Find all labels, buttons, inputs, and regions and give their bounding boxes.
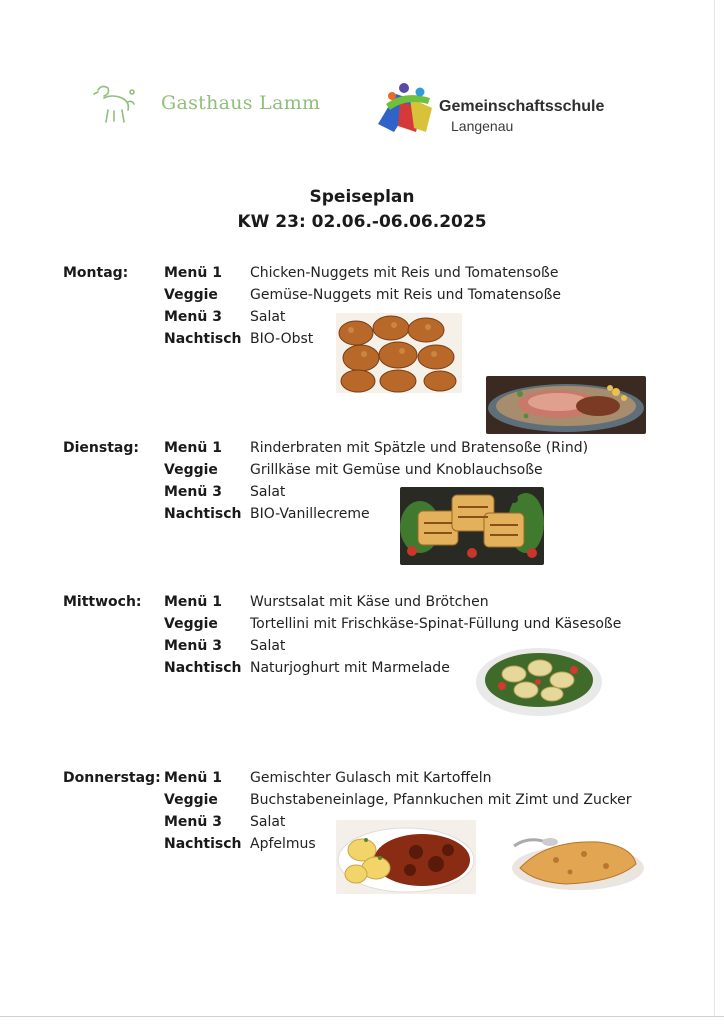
menu-dish: Rinderbraten mit Spätzle und Bratensoße (Rind) — [250, 440, 589, 456]
menu-row — [0, 616, 724, 638]
grilled-cheese-photo — [400, 487, 544, 565]
menu-label: Veggie — [164, 287, 218, 303]
menu-label: Nachtisch — [164, 331, 242, 347]
page-title: Speiseplan — [309, 187, 415, 207]
school-figures-icon — [376, 80, 438, 134]
day-label-thursday: Donnerstag: — [63, 770, 161, 786]
menu-label: Veggie — [164, 792, 218, 808]
day-label-monday: Montag: — [63, 265, 129, 281]
menu-dish: Buchstabeneinlage, Pfannkuchen mit Zimt und Zucker — [250, 792, 632, 808]
school-name: Gemeinschaftsschule — [439, 98, 605, 115]
menu-label: Menü 1 — [164, 594, 222, 610]
menu-dish: Naturjoghurt mit Marmelade — [250, 660, 450, 676]
day-label-tuesday: Dienstag: — [63, 440, 139, 456]
menu-label: Nachtisch — [164, 660, 242, 676]
menu-dish: Salat — [250, 638, 286, 654]
menu-dish: Gemischter Gulasch mit Kartoffeln — [250, 770, 492, 786]
school-logo — [376, 80, 636, 138]
menu-dish: BIO-Vanillecreme — [250, 506, 370, 522]
school-location: Langenau — [451, 118, 514, 134]
menu-dish: Salat — [250, 309, 286, 325]
menu-dish: Salat — [250, 814, 286, 830]
goulash-photo — [336, 820, 476, 894]
tortellini-photo — [474, 640, 604, 720]
pancake-photo — [506, 824, 646, 894]
menu-dish: BIO-Obst — [250, 331, 314, 347]
menu-row — [0, 506, 724, 528]
menu-label: Menü 3 — [164, 638, 222, 654]
menu-row — [0, 462, 724, 484]
menu-label: Menü 3 — [164, 814, 222, 830]
scan-edge-right — [714, 0, 715, 1016]
menu-label: Menü 1 — [164, 265, 222, 281]
day-label-wednesday: Mittwoch: — [63, 594, 142, 610]
menu-dish: Apfelmus — [250, 836, 316, 852]
menu-row — [0, 638, 724, 660]
restaurant-name: Gasthaus Lamm — [161, 92, 321, 114]
menu-row — [0, 792, 724, 814]
menu-row — [0, 660, 724, 682]
menu-label: Menü 1 — [164, 440, 222, 456]
menu-label: Menü 3 — [164, 484, 222, 500]
menu-label: Nachtisch — [164, 836, 242, 852]
menu-row — [0, 484, 724, 506]
menu-dish: Chicken-Nuggets mit Reis und Tomatensoße — [250, 265, 559, 281]
menu-row — [0, 770, 724, 792]
menu-label: Nachtisch — [164, 506, 242, 522]
menu-label: Veggie — [164, 462, 218, 478]
menu-label: Veggie — [164, 616, 218, 632]
roast-beef-photo — [486, 376, 646, 434]
lamb-icon — [88, 80, 140, 128]
week-subtitle: KW 23: 02.06.-06.06.2025 — [237, 212, 487, 232]
scan-edge-bottom — [0, 1016, 724, 1017]
gasthaus-lamm-logo — [88, 80, 328, 130]
nuggets-photo — [336, 313, 462, 393]
menu-label: Menü 3 — [164, 309, 222, 325]
menu-dish: Grillkäse mit Gemüse und Knoblauchsoße — [250, 462, 543, 478]
menu-row — [0, 594, 724, 616]
menu-dish: Tortellini mit Frischkäse-Spinat-Füllung und Käsesoße — [250, 616, 622, 632]
menu-dish: Gemüse-Nuggets mit Reis und Tomatensoße — [250, 287, 562, 303]
menu-row — [0, 440, 724, 462]
menu-label: Menü 1 — [164, 770, 222, 786]
menu-dish: Salat — [250, 484, 286, 500]
menu-row — [0, 287, 724, 309]
menu-row — [0, 265, 724, 287]
menu-dish: Wurstsalat mit Käse und Brötchen — [250, 594, 489, 610]
